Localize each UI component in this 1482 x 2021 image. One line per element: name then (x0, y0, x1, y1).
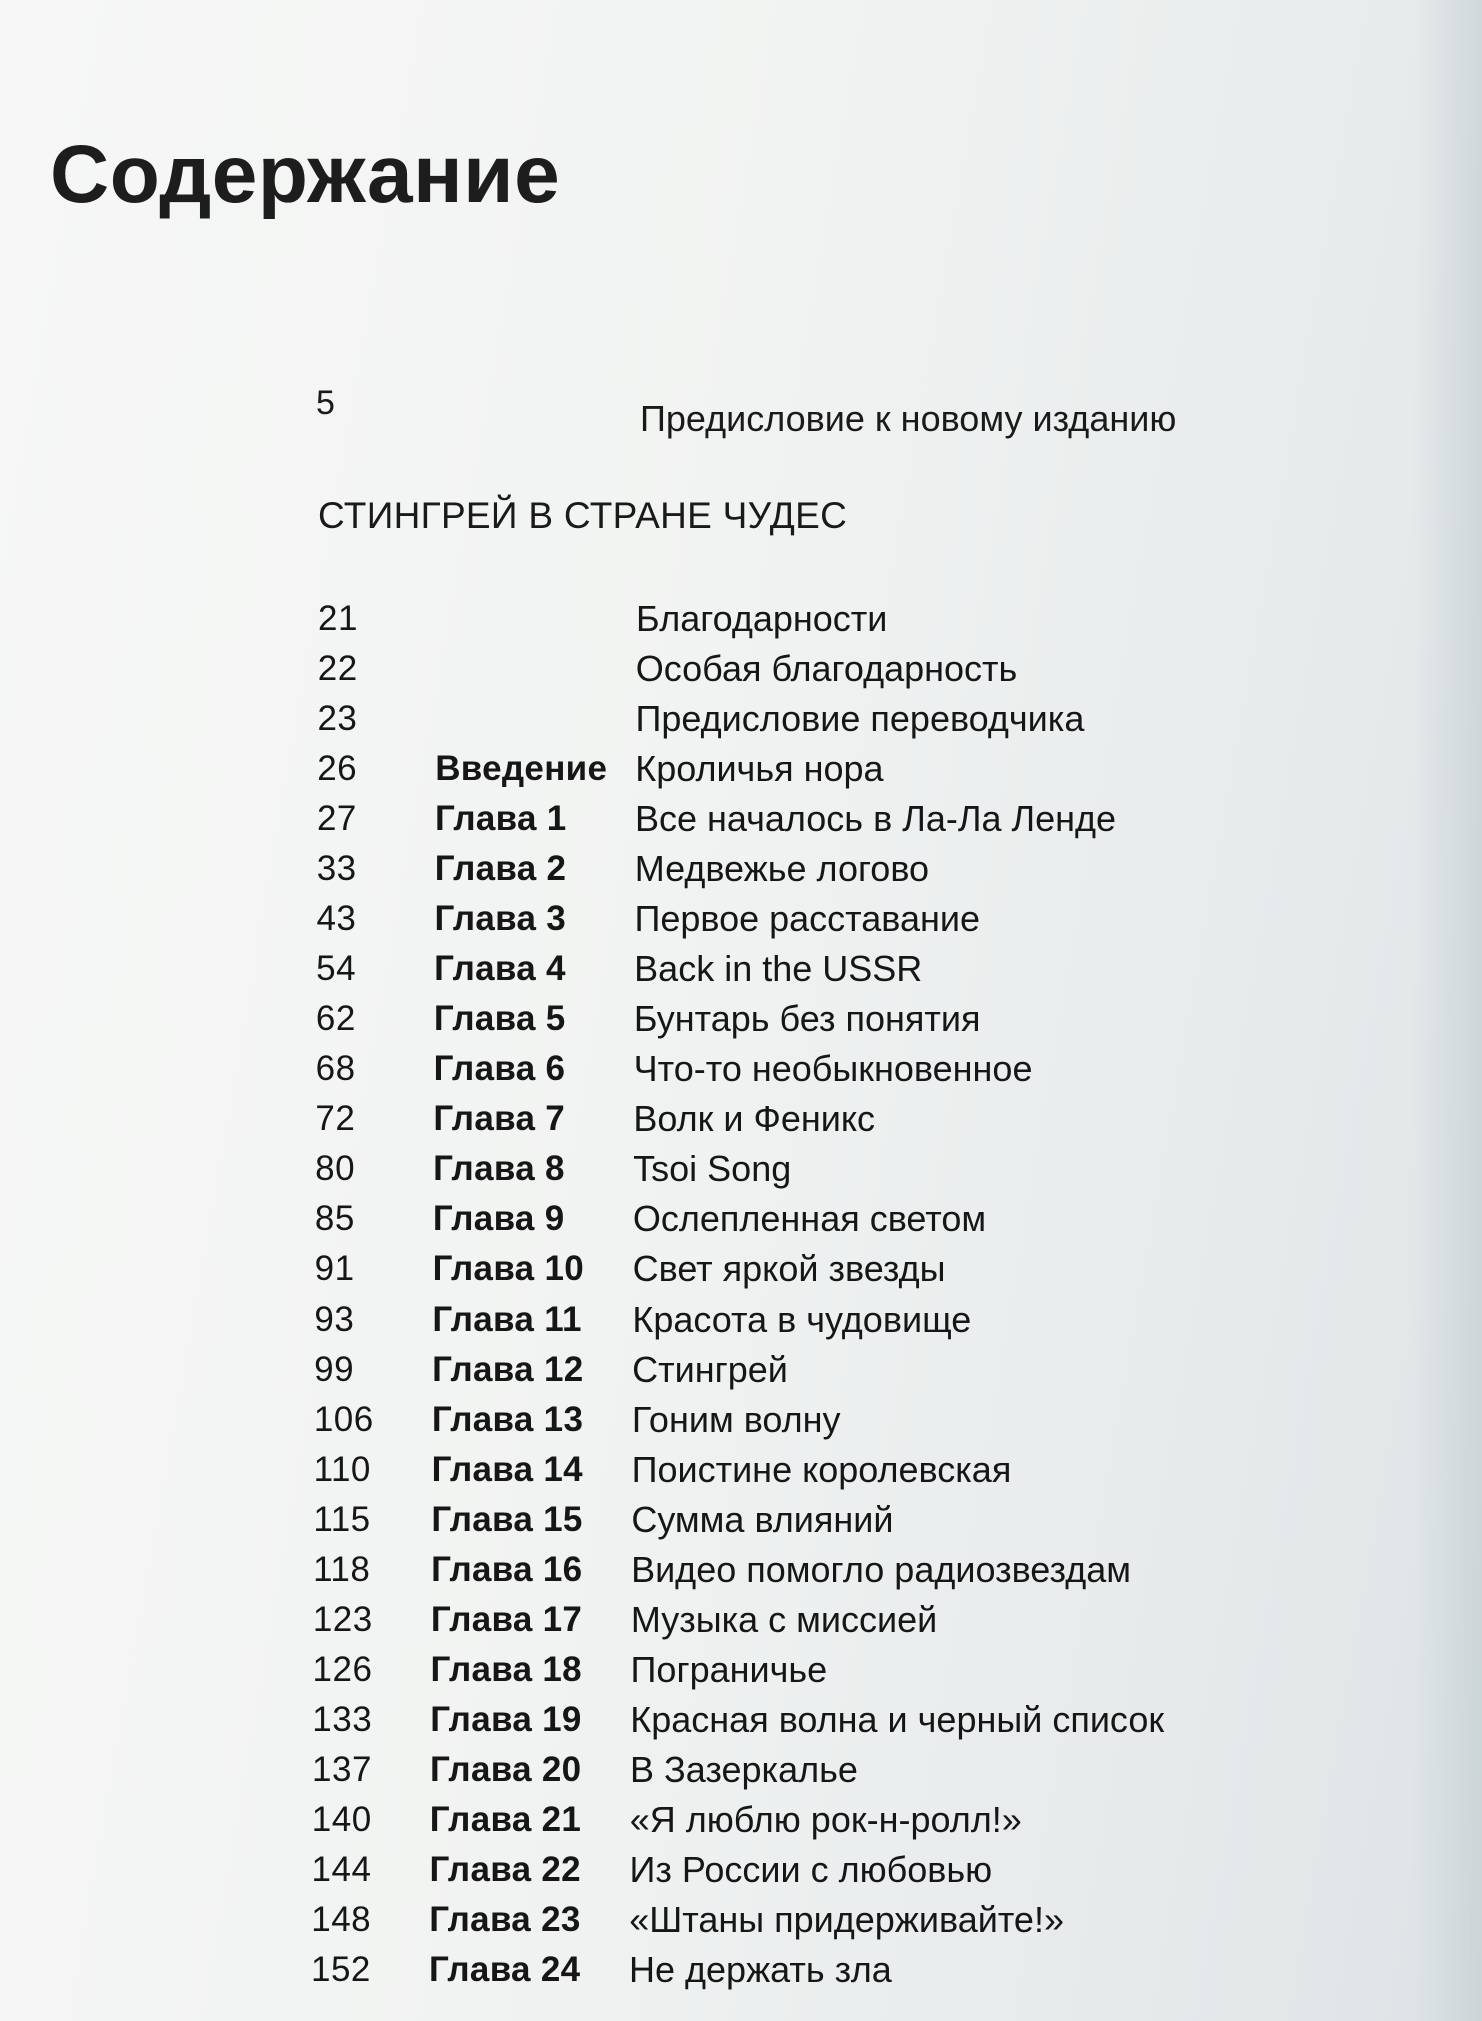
toc-entry (313, 1597, 1463, 1643)
toc-page-number: 23 (317, 699, 358, 739)
toc-chapter-title: Tsoi Song (633, 1148, 792, 1190)
toc-entry (313, 1647, 1463, 1693)
toc-entry (312, 1847, 1462, 1893)
toc-page-number: 72 (315, 1099, 356, 1139)
toc-page-number: 27 (316, 799, 357, 839)
toc-chapter-title: Гоним волну (631, 1398, 841, 1440)
toc-entry (316, 946, 1466, 992)
toc-chapter-title: Стингрей (632, 1348, 788, 1390)
toc-chapter-title: Особая благодарность (635, 648, 1018, 690)
toc-entry (318, 596, 1468, 642)
toc-chapter-title: Из России с любовью (629, 1848, 993, 1890)
toc-page-number: 110 (313, 1449, 371, 1489)
toc-chapter-label: Глава 10 (432, 1249, 584, 1289)
toc-page-number: 115 (313, 1499, 371, 1539)
toc-chapter-label: Глава 12 (432, 1349, 584, 1389)
toc-page-number: 43 (316, 899, 357, 939)
toc-page-number: 26 (317, 749, 358, 789)
toc-entry (317, 696, 1467, 742)
toc-entry (314, 1447, 1464, 1493)
toc-chapter-label: Глава 11 (432, 1299, 582, 1339)
toc-chapter-title: Свет яркой звезды (632, 1248, 946, 1290)
toc-chapter-title: Благодарности (636, 598, 888, 639)
toc-chapter-label: Глава 4 (434, 949, 566, 989)
toc-chapter-label: Глава 22 (429, 1849, 581, 1889)
toc-chapter-title: Видео помогло радиозвездам (631, 1548, 1132, 1590)
toc-chapter-title: Что-то необыкновенное (633, 1048, 1033, 1090)
toc-chapter-title: Музыка с миссией (630, 1598, 938, 1640)
toc-page-number: 148 (311, 1899, 372, 1939)
toc-chapter-label: Глава 20 (430, 1749, 582, 1789)
toc-chapter-label: Глава 14 (431, 1449, 583, 1489)
toc-chapter-title: Красота в чудовище (632, 1298, 972, 1340)
toc-page-number: 133 (312, 1699, 373, 1739)
toc-entry (317, 746, 1467, 792)
toc-entry (316, 896, 1466, 942)
toc-chapter-title: «Я люблю рок-н-ролл!» (629, 1798, 1022, 1840)
toc-chapter-title: Пограничье (630, 1648, 828, 1690)
toc-chapter-label: Глава 3 (434, 899, 567, 939)
toc-page-number: 62 (315, 999, 356, 1039)
toc-entry (317, 796, 1467, 842)
toc-entry (313, 1497, 1463, 1543)
toc-page-number: 99 (314, 1349, 355, 1389)
toc-page-number: 93 (314, 1299, 355, 1339)
toc-chapter-title: Предисловие переводчика (635, 698, 1085, 740)
toc-chapter-label: Глава 2 (434, 849, 567, 889)
toc-chapter-title: Поистине королевская (631, 1448, 1012, 1490)
toc-chapter-title: Волк и Феникс (633, 1098, 876, 1140)
toc-chapter-title: Все началось в Ла-Ла Ленде (634, 798, 1117, 840)
toc-page-number: 126 (312, 1649, 373, 1689)
toc-chapter-label: Глава 16 (431, 1549, 583, 1589)
toc-page-number: 152 (311, 1950, 371, 1989)
toc-chapter-title: Бунтарь без понятия (633, 998, 981, 1040)
toc-chapter-label: Глава 1 (434, 799, 567, 839)
toc-page-number: 118 (313, 1549, 371, 1589)
toc-chapter-title: Не держать зла (629, 1949, 892, 1990)
preface-page-number: 5 (316, 384, 335, 422)
toc-chapter-label: Глава 7 (433, 1099, 566, 1139)
toc-page-number: 80 (315, 1149, 356, 1189)
toc-chapter-title: В Зазеркалье (630, 1748, 858, 1790)
toc-entry (314, 1397, 1464, 1443)
toc-entry (315, 1246, 1465, 1292)
toc-entry (315, 1196, 1465, 1242)
toc-chapter-label: Введение (435, 749, 608, 789)
toc-entry (315, 1096, 1465, 1142)
toc-chapter-title: Ослепленная светом (632, 1198, 987, 1240)
toc-chapter-label: Глава 6 (433, 1049, 566, 1089)
toc-page-number: 85 (314, 1199, 355, 1239)
toc-chapter-title: Медвежье логово (634, 848, 930, 890)
toc-entry (317, 846, 1467, 892)
toc-chapter-title: «Штаны придерживайте!» (629, 1898, 1064, 1940)
toc-page-number: 91 (314, 1249, 355, 1289)
toc-chapter-title: Кроличья нора (635, 748, 884, 790)
toc-entry (314, 1297, 1464, 1343)
toc-entry (312, 1747, 1462, 1793)
toc-chapter-title: Сумма влияний (631, 1498, 894, 1540)
toc-entry (312, 1797, 1462, 1843)
toc-entry (314, 1347, 1464, 1393)
toc-page-number: 21 (318, 599, 358, 638)
toc-chapter-label: Глава 24 (429, 1950, 581, 1989)
toc-entry (316, 1046, 1466, 1092)
toc-chapter-label: Глава 13 (431, 1399, 584, 1439)
toc-entry (315, 1146, 1465, 1192)
toc-entry (311, 1897, 1461, 1943)
toc-chapter-label: Глава 15 (431, 1499, 583, 1539)
toc-entry (313, 1547, 1463, 1593)
toc-chapter-label: Глава 5 (433, 999, 566, 1039)
section-heading: СТИНГРЕЙ В СТРАНЕ ЧУДЕС (318, 495, 848, 536)
preface-title: Предисловие к новому изданию (640, 398, 1177, 439)
toc-chapter-title: Первое расставание (634, 898, 981, 940)
toc-page-number: 22 (317, 649, 358, 689)
toc-page-number: 137 (312, 1749, 372, 1789)
toc-page-number: 68 (315, 1049, 356, 1089)
toc-page-number: 33 (316, 849, 357, 889)
page-title: Содержание (50, 129, 561, 220)
toc-entry (318, 646, 1468, 692)
toc-chapter-label: Глава 21 (429, 1799, 582, 1839)
toc-entry (316, 996, 1466, 1042)
toc-page-number: 144 (311, 1849, 372, 1889)
toc-chapter-label: Глава 23 (429, 1899, 581, 1939)
toc-chapter-label: Глава 18 (430, 1649, 582, 1689)
toc-page-number: 106 (313, 1399, 374, 1439)
toc-chapter-label: Глава 17 (430, 1599, 583, 1639)
toc-entry (311, 1947, 1461, 1993)
toc-page-number: 140 (311, 1799, 372, 1839)
toc-chapter-label: Глава 9 (432, 1199, 565, 1239)
toc-chapter-label: Глава 19 (430, 1699, 582, 1739)
toc-chapter-label: Глава 8 (433, 1149, 565, 1189)
toc-chapter-title: Back in the USSR (634, 948, 923, 990)
toc-page-number: 123 (312, 1599, 373, 1639)
toc-entry (312, 1697, 1462, 1743)
toc-page-number: 54 (316, 949, 357, 989)
toc-chapter-title: Красная волна и черный список (630, 1698, 1165, 1740)
